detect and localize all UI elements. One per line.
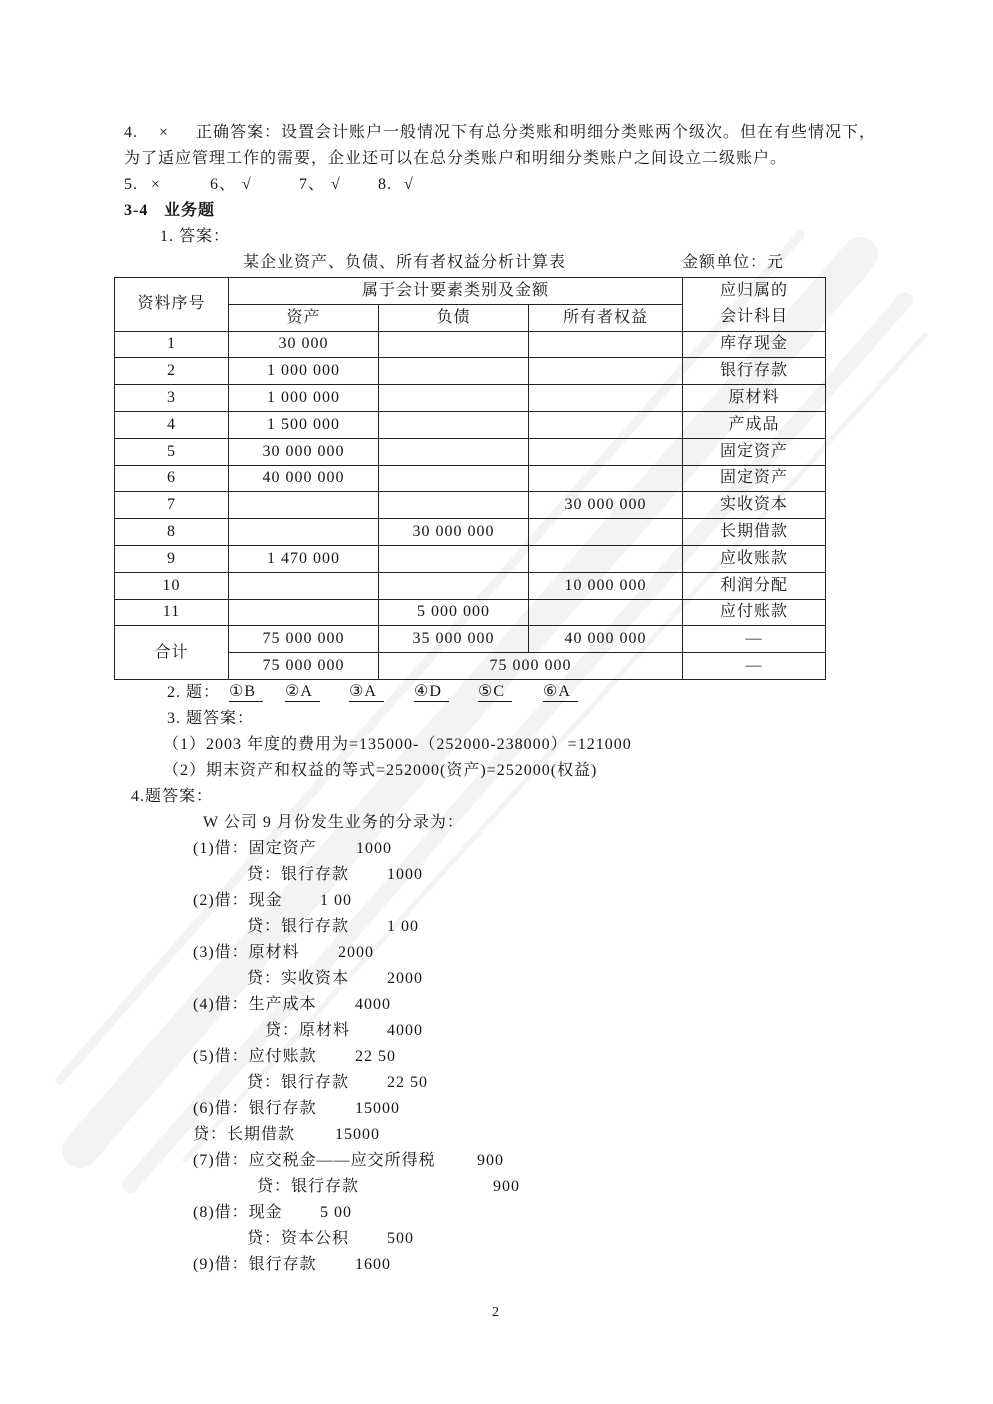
cell-liabilities [379,438,529,465]
cell-assets: 40 000 000 [229,465,379,492]
cell-seq: 4 [115,411,229,438]
cell-assets: 30 000 [229,331,379,358]
judgment-number: 5. [124,176,138,193]
journal-account: 贷：长期借款 [193,1126,296,1143]
q3-label: 3. 题答案： [167,710,255,727]
table-header-row [115,278,826,305]
journal-amount: 4000 [387,1022,423,1039]
journal-amount: 15000 [355,1100,400,1117]
journal-line [0,1150,993,1172]
q2-answer: ①B [229,682,263,702]
header-seq: 资料序号 [115,278,229,332]
cell-seq: 3 [115,385,229,412]
cell-liabilities [379,492,529,519]
q2-answer: ②A [285,682,320,702]
cell-seq: 7 [115,492,229,519]
journal-account: 贷：银行存款 [257,1178,360,1195]
judgment-mark: √ [331,176,341,193]
table-row [115,331,826,358]
cell-assets: 1 000 000 [229,358,379,385]
total-account: — [683,626,826,653]
total-liabilities: 35 000 000 [379,626,529,653]
cell-account: 固定资产 [683,438,826,465]
table-caption: 某企业资产、负债、所有者权益分析计算表 [243,254,567,271]
cell-liabilities: 30 000 000 [379,519,529,546]
journal-line [0,1020,993,1042]
journal-line [0,1254,993,1276]
journal-amount: 2000 [338,944,374,961]
cell-account: 库存现金 [683,331,826,358]
journal-amount: 5 00 [320,1204,352,1221]
cell-liabilities: 5 000 000 [379,599,529,626]
journal-line [0,994,993,1016]
cell-equity [529,358,683,385]
journal-account: (7)借：应交税金——应交所得税 [193,1152,436,1169]
cell-assets [229,492,379,519]
journal-account: 贷：资本公积 [247,1230,350,1247]
cell-equity: 30 000 000 [529,492,683,519]
journal-line [0,1176,993,1198]
journal-account: 贷：银行存款 [247,1074,350,1091]
cell-liabilities [379,331,529,358]
cell-seq: 8 [115,519,229,546]
table-row [115,385,826,412]
cell-liabilities [379,545,529,572]
analysis-table [114,277,826,680]
total-equity: 40 000 000 [529,626,683,653]
q2-answer: ⑤C [478,682,512,702]
header-account-line2: 会计科目 [719,308,788,326]
cell-seq: 1 [115,331,229,358]
table-row [115,599,826,626]
journal-amount: 1000 [356,840,392,857]
header-liabilities: 负债 [379,304,529,331]
journal-account: 贷：银行存款 [247,918,350,935]
cell-seq: 10 [115,572,229,599]
q2-answer: ④D [414,682,449,702]
total-label: 合计 [115,626,229,680]
total-liabilities-plus-equity: 75 000 000 [379,653,683,680]
judgment-item [124,174,161,196]
journal-line [0,864,993,886]
cell-account: 实收资本 [683,492,826,519]
cell-equity: 10 000 000 [529,572,683,599]
cell-equity [529,411,683,438]
cell-account: 利润分配 [683,572,826,599]
item-4-text-line2: 为了适应管理工作的需要，企业还可以在总分类账户和明细分类账户之间设立二级账户。 [124,150,788,167]
cell-assets [229,599,379,626]
cell-account: 应收账款 [683,545,826,572]
cell-equity [529,331,683,358]
cell-equity [529,599,683,626]
journal-line [0,942,993,964]
cell-liabilities [379,465,529,492]
journal-amount: 22 50 [387,1074,428,1091]
q4-intro: W 公司 9 月份发生业务的分录为： [203,814,464,831]
judgment-mark: × [151,176,162,193]
journal-line [0,1046,993,1068]
journal-line [0,838,993,860]
item-4-number: 4. [124,124,138,141]
table-row [115,492,826,519]
header-account [683,278,826,332]
total-assets: 75 000 000 [229,653,379,680]
cell-liabilities [379,411,529,438]
cell-seq: 6 [115,465,229,492]
judgment-number: 8. [378,176,392,193]
cell-assets: 1 000 000 [229,385,379,412]
judgment-mark: √ [242,176,252,193]
journal-line [0,1098,993,1120]
cell-equity [529,438,683,465]
journal-amount: 900 [493,1178,520,1195]
journal-account: 贷：原材料 [265,1022,351,1039]
cell-liabilities [379,358,529,385]
table-row [115,411,826,438]
q2-label: 2. 题： [167,684,221,701]
header-equity: 所有者权益 [529,304,683,331]
journal-account: (9)借：银行存款 [193,1256,317,1273]
table-row [115,572,826,599]
header-assets: 资产 [229,304,379,331]
cell-equity [529,465,683,492]
journal-line [0,890,993,912]
journal-account: (1)借：固定资产 [193,840,317,857]
journal-account: (2)借：现金 [193,892,283,909]
item-4-text-line1: 正确答案：设置会计账户一般情况下有总分类账和明细分类账两个级次。但在有些情况下， [196,124,877,141]
cell-seq: 2 [115,358,229,385]
table-row [115,545,826,572]
table-unit: 金额单位：元 [682,254,785,271]
table-total-row [115,626,826,653]
table-row [115,465,826,492]
journal-account: (8)借：现金 [193,1204,283,1221]
journal-line [0,1124,993,1146]
journal-account: (6)借：银行存款 [193,1100,317,1117]
cell-seq: 11 [115,599,229,626]
cell-assets: 30 000 000 [229,438,379,465]
q1-label: 1. 答案： [160,228,231,245]
section-title: 业务题 [164,202,216,219]
header-group: 属于会计要素类别及金额 [229,278,683,305]
cell-account: 原材料 [683,385,826,412]
journal-amount: 1 00 [320,892,352,909]
journal-amount: 500 [387,1230,414,1247]
journal-account: (4)借：生产成本 [193,996,317,1013]
q2-answer: ⑥A [543,682,578,702]
q3-line: （1）2003 年度的费用为=135000-（252000-238000）=121000 [163,736,632,753]
cell-equity [529,545,683,572]
cell-liabilities [379,385,529,412]
journal-amount: 4000 [355,996,391,1013]
cell-account: 应付账款 [683,599,826,626]
journal-line [0,1202,993,1224]
journal-line [0,968,993,990]
judgment-number: 7、 [299,176,326,193]
journal-account: 贷：银行存款 [247,866,350,883]
cell-seq: 9 [115,545,229,572]
cell-account: 固定资产 [683,465,826,492]
cell-assets: 1 470 000 [229,545,379,572]
cell-liabilities [379,572,529,599]
journal-amount: 900 [477,1152,504,1169]
cell-assets [229,572,379,599]
table-row [115,358,826,385]
judgment-item [378,174,414,196]
journal-amount: 2000 [387,970,423,987]
page-number: 2 [492,1305,500,1320]
journal-amount: 1000 [387,866,423,883]
table-row [115,438,826,465]
judgment-mark: √ [404,176,414,193]
cell-account: 长期借款 [683,519,826,546]
judgment-item [210,174,252,196]
journal-account: 贷：实收资本 [247,970,350,987]
journal-account: (3)借：原材料 [193,944,300,961]
journal-account: (5)借：应付账款 [193,1048,317,1065]
journal-amount: 1600 [355,1256,391,1273]
table-row [115,519,826,546]
journal-line [0,1228,993,1250]
cell-equity [529,385,683,412]
judgment-number: 6、 [210,176,237,193]
journal-line [0,1072,993,1094]
journal-amount: 1 00 [387,918,419,935]
q3-line: （2）期末资产和权益的等式=252000(资产)=252000(权益) [163,762,598,779]
journal-amount: 15000 [335,1126,380,1143]
cell-assets: 1 500 000 [229,411,379,438]
total-assets: 75 000 000 [229,626,379,653]
q2-answer: ③A [349,682,384,702]
header-account-line1: 应归属的 [719,282,788,300]
cell-account: 银行存款 [683,358,826,385]
q4-label: 4.题答案： [131,788,214,805]
cell-account: 产成品 [683,411,826,438]
item-4-mark: × [159,124,170,141]
journal-amount: 22 50 [355,1048,396,1065]
journal-line [0,916,993,938]
cell-seq: 5 [115,438,229,465]
section-number: 3-4 [124,202,149,219]
total-account: — [683,653,826,680]
cell-equity [529,519,683,546]
judgment-item [299,174,341,196]
cell-assets [229,519,379,546]
